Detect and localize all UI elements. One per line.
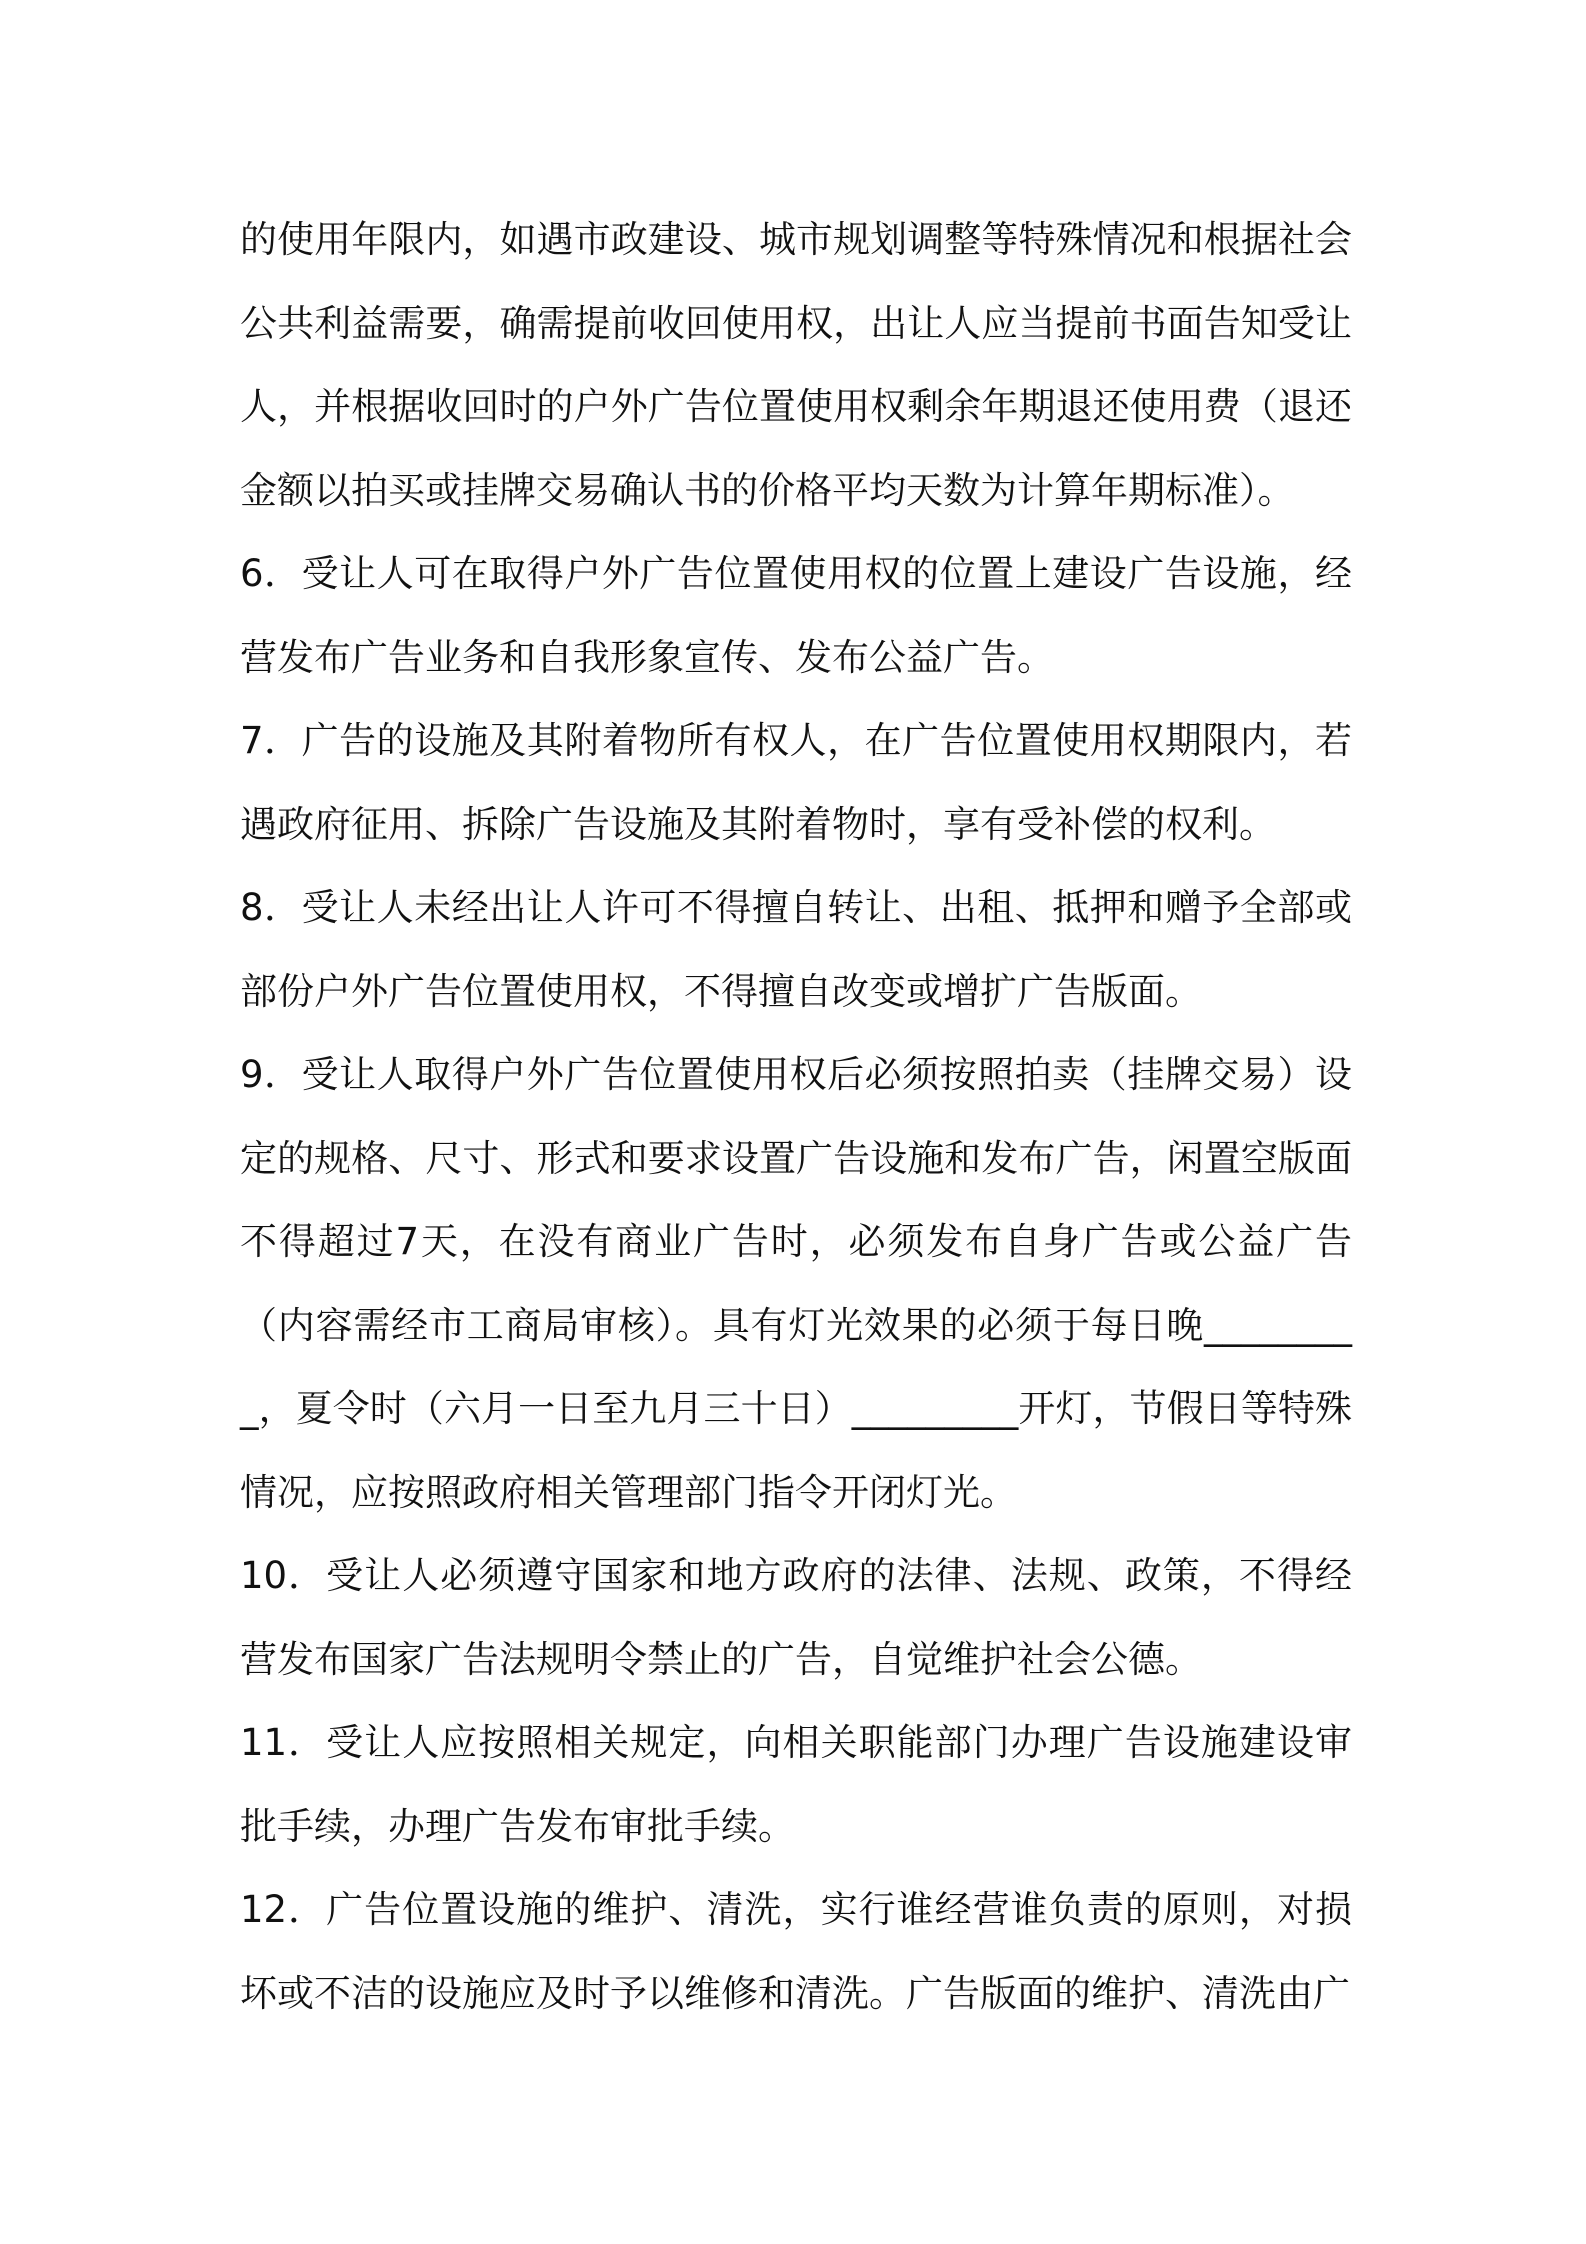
paragraph-clause-6: 6．受让人可在取得户外广告位置使用权的位置上建设广告设施，经营发布广告业务和自我形象宣传、发布公益广告。 (240, 552, 1352, 679)
document-body (240, 198, 1352, 2035)
paragraph-clause-10: 10．受让人必须遵守国家和地方政府的法律、法规、政策，不得经营发布国家广告法规明令禁止的广告，自觉维护社会公德。 (240, 1554, 1352, 1681)
paragraph-clause-11: 11．受让人应按照相关规定，向相关职能部门办理广告设施建设审批手续，办理广告发布审批手续。 (240, 1721, 1352, 1848)
paragraph-clause-7: 7．广告的设施及其附着物所有权人，在广告位置使用权期限内，若遇政府征用、拆除广告设施及其附着物时，享有受补偿的权利。 (240, 719, 1352, 846)
paragraph-continuation: 的使用年限内，如遇市政建设、城市规划调整等特殊情况和根据社会公共利益需要，确需提前收回使用权，出让人应当提前书面告知受让人，并根据收回时的户外广告位置使用权剩余年期退还使用费（退还金额以拍买或挂牌交易确认书的价格平均天数为计算年期标准）。 (240, 218, 1352, 512)
paragraph-clause-12: 12．广告位置设施的维护、清洗，实行谁经营谁负责的原则，对损坏或不洁的设施应及时予以维修和清洗。广告版面的维护、清洗由广 (240, 1888, 1352, 2015)
paragraph-clause-8: 8．受让人未经出让人许可不得擅自转让、出租、抵押和赠予全部或部份户外广告位置使用权，不得擅自改变或增扩广告版面。 (240, 886, 1352, 1013)
paragraph-clause-9: 9．受让人取得户外广告位置使用权后必须按照拍卖（挂牌交易）设定的规格、尺寸、形式和要求设置广告设施和发布广告，闲置空版面不得超过7天，在没有商业广告时，必须发布自身广告或公益广告（内容需经市工商局审核）。具有灯光效果的必须于每日晚_________，夏令时（六月一日至九月三十日）_________开灯，节假日等特殊情况，应按照政府相关管理部门指令开闭灯光。 (240, 1053, 1352, 1514)
